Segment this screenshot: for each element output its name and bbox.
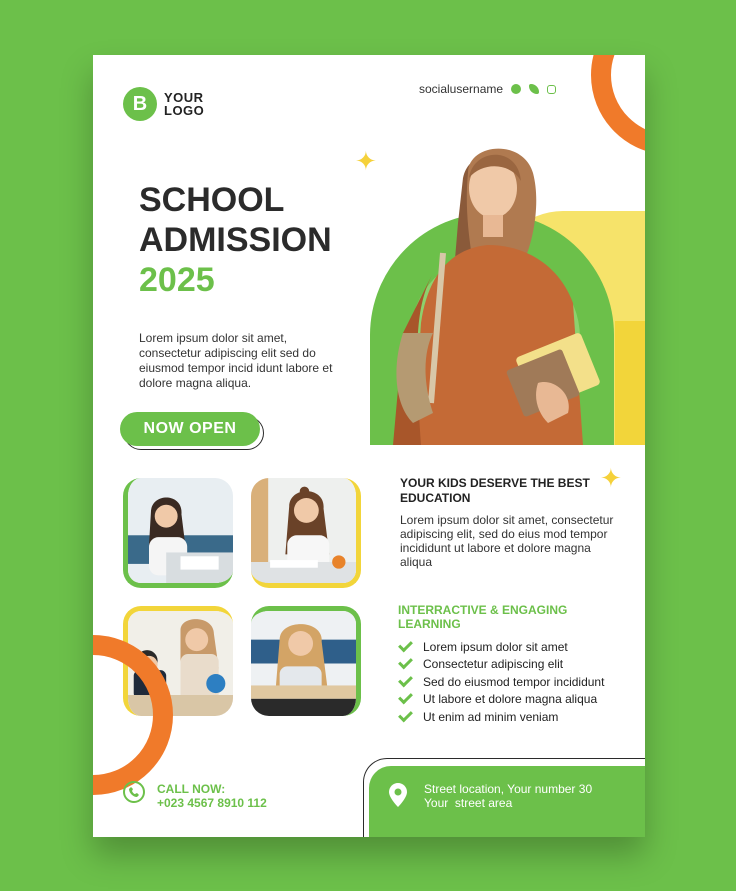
call-label: CALL NOW: (157, 782, 226, 796)
check-icon (398, 707, 413, 722)
location-pin-icon (389, 783, 407, 807)
address-line-2: Your street area (424, 796, 513, 810)
title-line-2: ADMISSION (139, 221, 332, 259)
sparkle-icon: ✦ (355, 146, 377, 176)
facebook-icon[interactable] (511, 84, 521, 94)
page-title (139, 180, 332, 300)
logo-text: YOUR LOGO (164, 90, 205, 118)
check-icon (398, 655, 413, 670)
list-item: Ut labore et dolore magna aliqua (399, 691, 604, 709)
list-item: Ut enim ad minim veniam (399, 708, 604, 726)
phone-icon[interactable] (123, 781, 145, 803)
address-text (424, 782, 592, 810)
intro-text: Lorem ipsum dolor sit amet, consectetur adipiscing elit sed do eiusmod tempor incid idunt labore et dolore magna aliqua. (139, 331, 333, 390)
classroom-photo-2 (251, 478, 361, 588)
social-bar (419, 82, 556, 96)
logo (123, 87, 224, 121)
twitter-icon[interactable] (529, 84, 539, 94)
now-open-button[interactable]: NOW OPEN (120, 412, 260, 446)
address-line-1: Street location, Your number 30 (424, 782, 593, 796)
list-item: Sed do eiusmod tempor incididunt (399, 673, 604, 691)
learning-checklist (399, 638, 604, 726)
classroom-photo-4 (251, 606, 361, 716)
check-icon (398, 637, 413, 652)
learning-heading: INTERRACTIVE & ENGAGING LEARNING (398, 603, 568, 631)
classroom-photo-1 (123, 478, 233, 588)
title-year: 2025 (139, 261, 215, 299)
flyer (93, 55, 645, 837)
call-now[interactable] (157, 782, 267, 810)
kids-heading: YOUR KIDS DESERVE THE BEST EDUCATION (400, 476, 590, 505)
list-item: Lorem ipsum dolor sit amet (399, 638, 604, 656)
logo-mark: B (123, 87, 157, 121)
student-photo (373, 133, 603, 445)
check-icon (398, 672, 413, 687)
phone-number: +023 4567 8910 112 (157, 796, 267, 810)
sparkle-icon: ✦ (600, 463, 622, 493)
instagram-icon[interactable] (547, 85, 556, 94)
check-icon (398, 690, 413, 705)
list-item: Consectetur adipiscing elit (399, 656, 604, 674)
social-username: socialusername (419, 82, 504, 96)
kids-body: Lorem ipsum dolor sit amet, consectetur adipiscing elit, sed do eius mod tempor incididunt ut labore et dolore magna aliqua (400, 513, 614, 569)
title-line-1: SCHOOL (139, 181, 285, 219)
